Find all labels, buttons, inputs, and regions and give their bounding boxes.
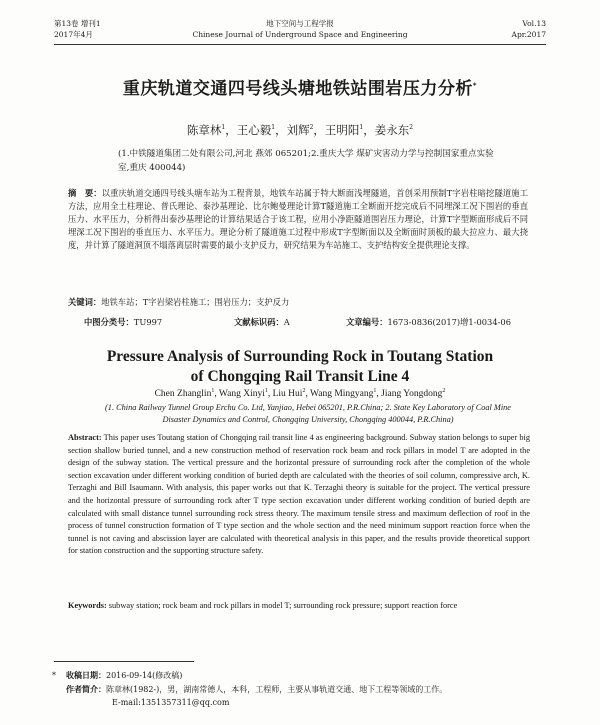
author-sup: 2 [409, 124, 414, 132]
clc-label: 中图分类号： [84, 317, 134, 327]
keywords-cn-text: 地铁车站；T字岩梁岩柱施工；围岩压力；支护反力 [101, 297, 290, 307]
title-en [0, 347, 600, 387]
author-sup: 1 [271, 124, 276, 132]
article-no-label: 文章编号： [346, 317, 388, 327]
title-en-line1: Pressure Analysis of Surrounding Rock in Toutang Station [106, 348, 494, 365]
footnote-received-value: 2016-09-14(修改稿) [106, 671, 183, 680]
footnote-email: E-mail:1351357311@qq.com [112, 698, 230, 707]
header-journal-en: Chinese Journal of Underground Space and Engineering [192, 30, 408, 39]
author-sup: 2 [302, 388, 306, 394]
abstract-en [68, 432, 530, 558]
author-cn: 王明阳 [324, 123, 360, 137]
author-cn: 陈章林 [186, 123, 222, 137]
keywords-en-text: subway station; rock beam and rock pillars in model T; surrounding rock pressure; support reaction force [108, 601, 458, 610]
abstract-cn [68, 187, 528, 252]
classification-line [84, 316, 524, 329]
author-sup: 1 [211, 388, 215, 394]
doc-code [234, 316, 290, 328]
keywords-en-label: Keywords: [68, 601, 107, 610]
author-sup: 1 [359, 124, 364, 132]
footnote-divider [54, 661, 194, 662]
footnote-author-value: 陈章林(1982-)，男，湖南常德人，本科，工程师，主要从事轨道交通、地下工程等领域的工作。 [106, 685, 448, 694]
abstract-en-label: Abstract: [68, 433, 102, 442]
author-cn: 姜永东 [374, 123, 410, 137]
author-sup: 2 [309, 124, 314, 132]
authors-en: Chen Zhanglin$^1$, Wang Xinyi$^1$, Liu Hui$^2$, Wang Mingyang$^1$, Jiang Yongdong$^2$ [154, 388, 446, 400]
title-cn-mark: * [472, 81, 478, 90]
author-sup: 1 [373, 388, 377, 394]
keywords-cn [68, 296, 528, 309]
abstract-cn-label: 摘 要： [68, 188, 102, 198]
author-cn: 王心毅 [236, 123, 272, 137]
footnote-received [52, 670, 546, 681]
authors-cn: 陈章林$^1$，王心毅$^1$，刘辉$^2$，王明阳$^1$，姜永东$^2$ [186, 123, 414, 137]
keywords-cn-label: 关键词： [68, 297, 102, 307]
author-sup: 2 [442, 388, 446, 394]
header-center [54, 18, 546, 40]
footnote-mark: * [52, 671, 56, 680]
author-en: Wang Xinyi [218, 389, 265, 400]
footnote-author [66, 684, 546, 695]
header-volume: 第13卷 增刊1 [54, 19, 101, 28]
header-date-en: Apr.2017 [511, 30, 546, 39]
abstract-cn-text: 以重庆轨道交通四号线头塘车站为工程背景，地铁车站属于特大断面浅埋隧道，首创采用预制T字岩柱暗挖隧道施工方法，应用全土柱理论、普氏理论、泰沙基理论、比尔鲍曼理论计算T隧道施工全断面开挖完成后不同埋深工况下围岩的垂直压力、水平压力，分析得出泰沙基理论的计算结果适合于该工程，应用小净距隧道围岩压力理论，计算T字型断面形成后不同埋深工况下围岩的垂直压力、水平压力。理论分析了隧道施工过程中形成T字型断面以及全断面时顶板的最大拉应力、最大挠度，并计算了隧道洞顶不塌落离层时需要的最小支护反力，研究结果为车站施工、支护结构安全提供理论支撑。 [68, 188, 528, 250]
author-cn: 刘辉 [286, 123, 310, 137]
keywords-en [68, 600, 530, 613]
clc-number [84, 316, 162, 328]
doc-code-value: A [283, 317, 290, 327]
author-sup: 1 [221, 124, 226, 132]
header-date-cn: 2017年4月 [54, 30, 93, 39]
header-right [512, 18, 546, 40]
header-journal-cn: 地下空间与工程学报 [266, 19, 334, 28]
abstract-en-text: This paper uses Toutang station of Chongqing rail transit line 4 as engineering background. Subway station belongs to super big section shallow buried tunnel, and a new construction method of reservation rock beam and rock pillars in model T are adopted in the design of the subway station. The vertical pressure and the horizontal pressure of surrounding rock after the completion of the whole section excavation under different working condition of buried depth are calculated with the theories of soil column, compressive arch, K. Terzaghi and Bill Isaumann. With analysis, this paper works out that K. Terzaghi theory is suitable for the project. The vertical pressure and the horizontal pressure of surrounding rock after T type section excavation under different working condition of buried depth are calculated with small distance tunnel surrounding rock stress theory. The maximum tensile stress and maximum deflection of roof in the process of tunnel construction formation of T type section and the whole section and the need minimum support reaction force when the tunnel is not caving and abscission layer are calculated with theoretical analysis in this paper, and the results provide theoretical support for station construction and the supporting structure safety. [68, 433, 530, 556]
footnote-author-label: 作者简介： [66, 684, 106, 694]
author-en: Jiang Yongdong [381, 389, 443, 400]
author-sup: 1 [264, 388, 268, 394]
article-no-value: 1673-0836(2017)增1-0034-06 [387, 317, 511, 327]
affiliation-cn: (1.中铁隧道集团二处有限公司,河北 燕郊 065201;2.重庆大学 煤矿灾害动力学与控制国家重点实验室,重庆 400044) [118, 149, 494, 173]
running-header [54, 18, 546, 45]
article-number [346, 316, 511, 328]
footnote-received-label: 收稿日期： [66, 670, 106, 680]
header-vol-en: Vol.13 [522, 19, 546, 28]
affiliation-en: (1. China Railway Tunnel Group Erchu Co. Ltd, Yanjiao, Hebei 065201, P.R.China; 2. State Key Laboratory of Coal Mine Disaster Dynamics and Control, Chongqing University, Chongqing 400044, P.R.China) [105, 403, 511, 424]
author-en: Chen Zhanglin [154, 389, 212, 400]
title-cn-text: 重庆轨道交通四号线头塘地铁站围岩压力分析 [122, 79, 473, 99]
title-cn [0, 74, 600, 99]
title-en-line2: of Chongqing Rail Transit Line 4 [190, 368, 410, 385]
author-en: Liu Hui [272, 389, 303, 400]
clc-value: TU997 [133, 317, 163, 327]
doc-code-label: 文献标识码： [234, 317, 284, 327]
author-en: Wang Mingyang [310, 389, 374, 400]
